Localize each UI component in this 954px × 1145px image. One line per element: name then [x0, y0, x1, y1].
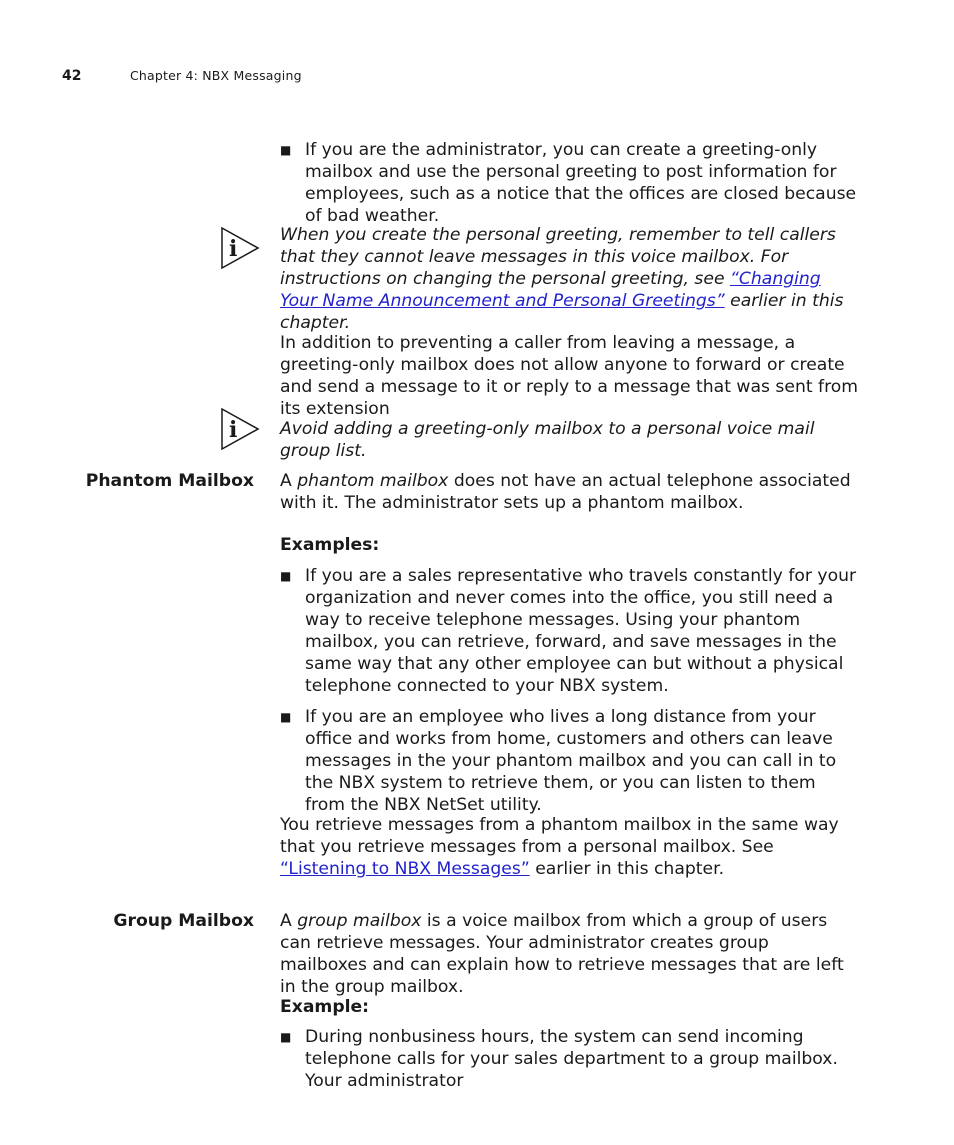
bullet-phantom-2: ■ If you are an employee who lives a long distance from your office and works from home, customers and others can leave messages in the your phantom mailbox and you can call in to the NBX system to retrieve them, or you can listen to them from the NBX NetSet utility. [280, 707, 837, 815]
square-bullet-icon: ■ [280, 1030, 292, 1044]
bullet-phantom-1: ■ If you are a sales representative who travels constantly for your organization and never comes into the office, you still need a way to receive telephone messages. Using your phantom mailbox, you can retrieve, forward, and save messages in the same way that any other employee can but without a physical telephone connected to your NBX system. [280, 566, 857, 696]
heading-group-mailbox: Group Mailbox [113, 911, 254, 931]
label-example: Example: [280, 997, 370, 1017]
svg-text:i: i [229, 236, 238, 262]
svg-text:i: i [229, 417, 238, 443]
bullet-text: If you are the administrator, you can create a greeting-only mailbox and use the personal greeting to post information for employees, such as a notice that the offices are closed because of bad weather. [305, 140, 857, 226]
chapter-title: Chapter 4: NBX Messaging [129, 68, 302, 83]
para-phantom-retrieve: You retrieve messages from a phantom mailbox in the same way that you retrieve messages from a personal mailbox. See “Listening to NBX Messages” earlier in this chapter. [280, 815, 839, 879]
square-bullet-icon: ■ [280, 569, 292, 583]
para-phantom-intro: A phantom mailbox does not have an actual telephone associated with it. The administrator sets up a phantom mailbox. [280, 471, 851, 513]
page-number: 42 [62, 68, 82, 84]
info-note-icon [220, 407, 260, 451]
link-changing-name-announcement[interactable]: “Changing Your Name Announcement and Personal Greetings” [280, 269, 821, 311]
bullet-admin [280, 139, 860, 227]
note-personal-greeting: When you create the personal greeting, remember to tell callers that they cannot leave messages in this voice mailbox. For instructions on changing the personal greeting, see “Changing Your Name Announcement and Personal Greetings” earlier in this chapter. [280, 225, 844, 333]
heading-phantom-mailbox: Phantom Mailbox [85, 471, 254, 491]
info-note-icon [220, 226, 260, 270]
note-group-list: Avoid adding a greeting-only mailbox to a personal voice mail group list. [280, 419, 815, 461]
page-header [62, 68, 302, 84]
square-bullet-icon: ■ [280, 143, 292, 157]
para-group-intro: A group mailbox is a voice mailbox from which a group of users can retrieve messages. Your administrator creates group mailboxes and can explain how to retrieve messages that are left in the group mailbox. [280, 911, 844, 997]
para-prevent: In addition to preventing a caller from leaving a message, a greeting-only mailbox does not allow anyone to forward or create and send a message to it or reply to a message that was sent from its extension [280, 333, 859, 419]
label-examples: Examples: [280, 535, 380, 555]
link-listening-nbx-messages[interactable]: “Listening to NBX Messages” [280, 859, 530, 879]
square-bullet-icon: ■ [280, 710, 292, 724]
bullet-group-1: ■ During nonbusiness hours, the system can send incoming telephone calls for your sales department to a group mailbox. Your administrator [280, 1027, 838, 1091]
